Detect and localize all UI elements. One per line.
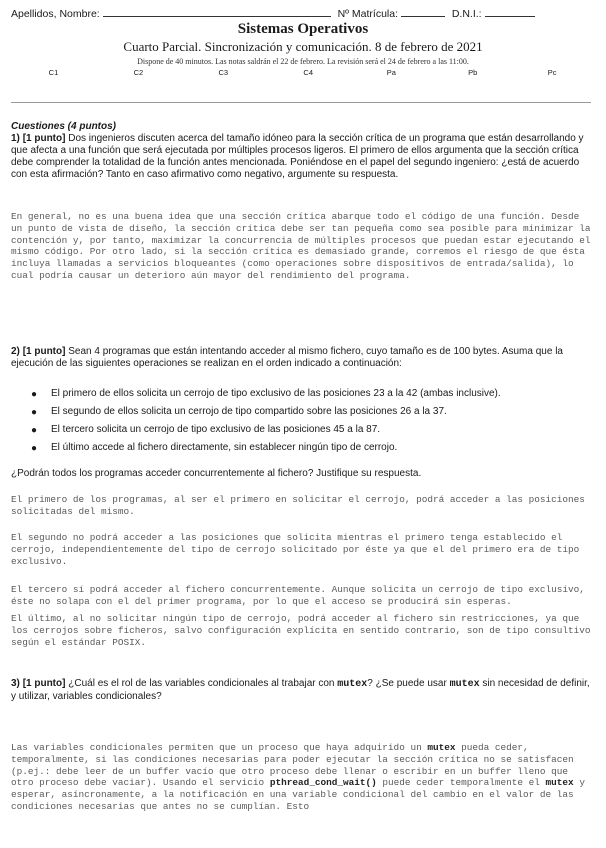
- dni-field[interactable]: [485, 6, 535, 17]
- exam-subtitle: Cuarto Parcial. Sincronización y comunicación. 8 de febrero de 2021: [123, 39, 483, 54]
- q2-points: [1 punto]: [22, 346, 66, 357]
- q2-answer-2: El segundo no podrá acceder a las posiciones que solicita mientras el primero tenga establecido el cerrojo, independientemente del tipo de cerrojo solicitado por éste ya que el del primero era de tipo exclusivo.: [11, 532, 580, 567]
- list-item: ● El último accede al fichero directamente, sin establecer ningún tipo de cerrojo.: [31, 442, 398, 454]
- grade-col-c3: C3: [218, 67, 229, 77]
- exam-title: Sistemas Operativos: [237, 21, 369, 37]
- q2-text: Sean 4 programas que están intentando acceder al mismo fichero, cuyo tamaño es de 100 bytes. Asuma que la ejecución de las siguientes operaciones se realizan en el orden indicado a continuación:: [11, 346, 563, 369]
- matricula-field[interactable]: [401, 6, 445, 17]
- list-item: ● El primero de ellos solicita un cerrojo de tipo exclusivo de las posiciones 23 a la 42 (ambas inclusive).: [31, 388, 501, 400]
- q1-number: 1): [11, 133, 20, 144]
- grade-col-pa: Pa: [386, 67, 396, 77]
- q2-answer-1: El primero de los programas, al ser el primero en solicitar el cerrojo, podrá acceder a las posiciones solicitadas del mismo.: [11, 494, 585, 517]
- q1-answer: En general, no es una buena idea que una sección crítica abarque todo el código de una función. Desde un punto de vista de diseño, la sección crítica debe ser tan pequeña como sea posible para minimizar la contención y, por tanto, maximizar la concurrencia de múltiples procesos que puedan estar ejecutando el mismo código. Por otro lado, si la sección crítica es demasiado grande, corremos el riesgo de que ésta incluya llamadas a servicios bloqueantes (como operaciones sobre dispositivos de entrada/salida), lo cual podría causar un deterioro aún mayor del rendimiento del programa.: [11, 211, 591, 281]
- bullet-icon: ●: [31, 407, 38, 418]
- dni-label: D.N.I.:: [451, 8, 482, 20]
- q3-points: [1 punto]: [22, 678, 66, 689]
- question-1: [11, 133, 596, 181]
- q2-answer-4: El último, al no solicitar ningún tipo de cerrojo, podrá acceder al fichero sin restricciones, ya que los cerrojos sobre ficheros, salvo configuración explícita en sentido contrario, son de tipo consultivo según el estándar POSIX.: [11, 613, 591, 648]
- grade-col-pc: Pc: [547, 67, 557, 77]
- q3-code: mutex: [449, 679, 480, 690]
- q1-text: Dos ingenieros discuten acerca del tamaño idóneo para la sección crítica de un programa que están desarrollando y que afecta a una función que será ejecutada por múltiples procesos ligeros. El primero de ellos argumenta que la sección crítica debe comprender la totalidad de la función antes mencionada. Poniéndose en el papel del segundo ingeniero: ¿está de acuerdo con esta afirmación? Tanto en caso afirmativo como negativo, argumente su respuesta.: [11, 133, 584, 180]
- question-2: [11, 346, 596, 370]
- bullet-icon: ●: [31, 389, 38, 400]
- q2-answer-3: El tercero sí podrá acceder al fichero concurrentemente. Aunque solicita un cerrojo de tipo exclusivo, éste no solapa con el del primer programa, por lo que el acceso se producirá sin esperas.: [11, 584, 585, 607]
- question-3: [11, 678, 596, 703]
- q1-points: [1 punto]: [22, 133, 66, 144]
- grade-cell[interactable]: [11, 78, 96, 103]
- q3-code: mutex: [337, 679, 368, 690]
- grades-table: [11, 66, 591, 103]
- grade-col-c1: C1: [48, 67, 59, 77]
- bullet-icon: ●: [31, 443, 38, 454]
- name-field[interactable]: [103, 6, 331, 17]
- q3-text-part: ? ¿Se puede usar: [367, 678, 447, 689]
- exam-notice: Dispone de 40 minutos. Las notas saldrán el 22 de febrero. La revisión será el 24 de febrero a las 11:00.: [137, 57, 469, 66]
- q2-question: ¿Podrán todos los programas acceder concurrentemente al fichero? Justifique su respuesta.: [11, 468, 422, 479]
- grade-cell[interactable]: [266, 78, 351, 103]
- grade-cell[interactable]: [96, 78, 181, 103]
- section-title: Cuestiones (4 puntos): [11, 121, 117, 132]
- q3-number: 3): [11, 678, 20, 689]
- q2-operations: [11, 388, 596, 460]
- q3-answer: Las variables condicionales permiten que un proceso que haya adquirido un mutex pueda ceder, temporalmente, si las condiciones necesarias para poder ejecutar la sección crítica no se satisfacen (p.ej.: debe leer de un buffer vacío que otro proceso debe llenar o escribir en un buffer lleno que otro proceso debe vaciar). Usando el servicio pthread_cond_wait() puede ceder temporalmente el mutex y esperar, asíncronamente, a la notificación en una variable condicional del cambio en el valor de las condiciones necesarias que antes no se cumplían. Esto: [11, 742, 585, 812]
- q3-text-part: ¿Cuál es el rol de las variables condicionales al trabajar con: [68, 678, 335, 689]
- name-label: Apellidos, Nombre:: [11, 8, 100, 20]
- grade-cell[interactable]: [351, 78, 432, 103]
- student-header: [11, 6, 601, 20]
- list-item: ● El tercero solicita un cerrojo de tipo exclusivo de las posiciones 45 a la 87.: [31, 424, 381, 436]
- grade-cell[interactable]: [513, 78, 591, 103]
- grade-cell[interactable]: [181, 78, 266, 103]
- bullet-icon: ●: [31, 425, 38, 436]
- grade-col-c4: C4: [303, 67, 314, 77]
- q3-text-part: sin necesidad de definir, y utilizar, variables condicionales?: [11, 678, 590, 702]
- q2-number: 2): [11, 346, 20, 357]
- grade-col-pb: Pb: [468, 67, 478, 77]
- grade-col-c2: C2: [133, 67, 144, 77]
- matricula-label: Nº Matrícula:: [337, 8, 398, 20]
- list-item: ● El segundo de ellos solicita un cerrojo de tipo compartido sobre las posiciones 26 a la 37.: [31, 406, 447, 418]
- grade-cell[interactable]: [432, 78, 513, 103]
